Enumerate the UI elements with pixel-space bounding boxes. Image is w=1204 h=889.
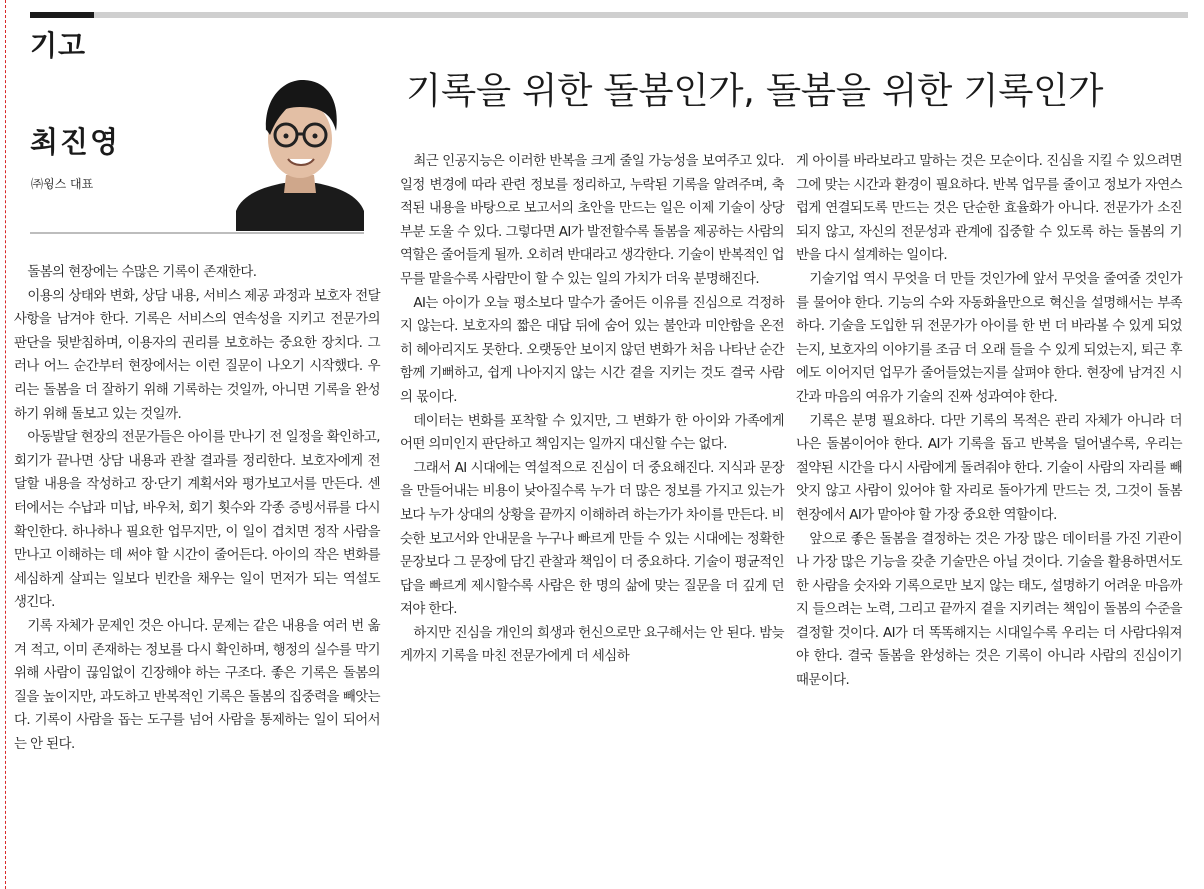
section-label: 기고 [30, 29, 87, 62]
dashed-cut-line [5, 0, 6, 889]
paragraph: 그래서 AI 시대에는 역설적으로 진심이 더 중요해진다. 지식과 문장을 만들어내는 비용이 낮아질수록 누가 더 많은 정보를 가지고 있는가보다 누가 상대의 상황을 끝까지 이해하려 하는가가 차이를 만든다. 비슷한 보고서와 안내문을 누구나 빠르게 만들 수 있는 시대에는 정확한 문장보다 그 문장에 담긴 관찰과 책임이 더 중요하다. 기술이 평균적인 답을 빠르게 제시할수록 사람은 한 명의 삶에 맞는 질문을 더 깊게 던져야 한다. [400, 460, 784, 618]
paragraph: 돌봄의 현장에는 수많은 기록이 존재한다. [27, 265, 257, 280]
paragraph: 데이터는 변화를 포착할 수 있지만, 그 변화가 한 아이와 가족에게 어떤 의미인지 판단하고 책임지는 일까지 대신할 수는 없다. [400, 413, 784, 453]
top-rule [30, 12, 1188, 18]
paragraph: AI는 아이가 오늘 평소보다 말수가 줄어든 이유를 진심으로 걱정하지 않는다. 보호자의 짧은 대답 뒤에 숨어 있는 불안과 미안함을 온전히 헤아리지도 못한다. 오랫동안 보이지 않던 변화가 처음 나타난 순간 함께 기뻐하고, 쉽게 나아지지 않는 시간 곁을 지키는 것도 결국 사람의 몫이다. [400, 295, 784, 405]
section-marker-bar [30, 12, 94, 18]
article-column-2 [400, 150, 784, 669]
author-portrait-illustration [236, 71, 364, 231]
author-photo [236, 71, 364, 231]
article-column-1 [14, 261, 380, 756]
paragraph: 기술기업 역시 무엇을 더 만들 것인가에 앞서 무엇을 줄여줄 것인가를 물어야 한다. 기능의 수와 자동화율만으로 혁신을 설명해서는 부족하다. 기술을 도입한 뒤 전문가가 아이를 한 번 더 바라볼 수 있게 되었는지, 보호자의 이야기를 조금 더 오래 들을 수 있게 되었는지, 퇴근 후에도 이어지던 업무가 줄어들었는지를 살펴야 한다. 현장에 남겨진 시간과 마음의 여유가 기술의 진짜 성과여야 한다. [796, 271, 1182, 405]
paragraph: 최근 인공지능은 이러한 반복을 크게 줄일 가능성을 보여주고 있다. 일정 변경에 따라 관련 정보를 정리하고, 누락된 기록을 알려주며, 축적된 내용을 바탕으로 보고서의 초안을 만드는 일은 이제 기술이 상당 부분 도울 수 있다. 그렇다면 AI가 발전할수록 돌봄을 제공하는 사람의 역할은 줄어들게 될까. 오히려 반대라고 생각한다. 기술이 반복적인 업무를 맡을수록 사람만이 할 수 있는 일의 가치가 더욱 분명해진다. [400, 154, 784, 287]
paragraph: 앞으로 좋은 돌봄을 결정하는 것은 가장 많은 데이터를 가진 기관이나 가장 많은 기능을 갖춘 기술만은 아닐 것이다. 기술을 활용하면서도 한 사람을 숫자와 기록으로만 보지 않는 태도, 설명하기 어려운 마음까지 들으려는 노력, 그리고 끝까지 곁을 지키려는 책임이 돌봄의 수준을 결정할 것이다. AI가 더 똑똑해지는 시대일수록 우리는 더 사람다워져야 한다. 결국 돌봄을 완성하는 것은 기록이 아니라 사람의 진심이기 때문이다. [796, 531, 1182, 689]
paragraph: 게 아이를 바라보라고 말하는 것은 모순이다. 진심을 지킬 수 있으려면 그에 맞는 시간과 환경이 필요하다. 반복 업무를 줄이고 정보가 자연스럽게 연결되도록 만드는 것은 단순한 효율화가 아니다. 전문가가 소진되지 않고, 자신의 전문성과 관계에 집중할 수 있도록 하는 돌봄의 기반을 다시 설계하는 일이다. [796, 154, 1182, 264]
author-box-rule [30, 232, 364, 234]
article-column-3 [796, 150, 1182, 693]
paragraph: 이용의 상태와 변화, 상담 내용, 서비스 제공 과정과 보호자 전달사항을 남겨야 한다. 기록은 서비스의 연속성을 지키고 전문가의 판단을 뒷받침하며, 이용자의 권리를 보호하는 중요한 장치다. 그러나 어느 순간부터 현장에서는 이런 질문이 나오기 시작했다. 우리는 돌봄을 더 잘하기 위해 기록하는 것일까, 아니면 기록을 완성하기 위해 돌보고 있는 것일까. [14, 288, 380, 422]
author-title: ㈜윙스 대표 [31, 177, 94, 191]
author-name: 최진영 [30, 125, 121, 159]
paragraph: 기록 자체가 문제인 것은 아니다. 문제는 같은 내용을 여러 번 옮겨 적고, 이미 존재하는 정보를 다시 확인하며, 행정의 실수를 막기 위해 사람이 끊임없이 긴장해야 하는 구조다. 좋은 기록은 돌봄의 질을 높이지만, 과도하고 반복적인 기록은 돌봄의 집중력을 빼앗는다. 기록이 사람을 돕는 도구를 넘어 사람을 통제하는 일이 되어서는 안 된다. [14, 618, 380, 752]
article-headline: 기록을 위한 돌봄인가, 돌봄을 위한 기록인가 [406, 69, 1104, 112]
paragraph: 아동발달 현장의 전문가들은 아이를 만나기 전 일정을 확인하고, 회기가 끝나면 상담 내용과 관찰 결과를 정리한다. 보호자에게 전달할 내용을 작성하고 장·단기 계획서와 평가보고서를 만든다. 센터에서는 수납과 미납, 바우처, 회기 횟수와 각종 증빙서류를 다시 확인한다. 하나하나 필요한 업무지만, 이 일이 겹치면 정작 사람을 만나고 이해하는 데 써야 할 시간이 줄어든다. 아이의 작은 변화를 세심하게 살피는 일보다 빈칸을 채우는 일이 먼저가 되는 역설도 생긴다. [14, 430, 380, 611]
paragraph: 하지만 진심을 개인의 희생과 헌신으로만 요구해서는 안 된다. 밤늦게까지 기록을 마친 전문가에게 더 세심하 [400, 625, 784, 665]
paragraph: 기록은 분명 필요하다. 다만 기록의 목적은 관리 자체가 아니라 더 나은 돌봄이어야 한다. AI가 기록을 돕고 반복을 덜어낼수록, 우리는 절약된 시간을 다시 사람에게 돌려줘야 한다. 기술이 사람의 자리를 빼앗지 않고 사람이 있어야 할 자리로 돌아가게 만드는 것, 그것이 돌봄 현장에서 AI가 맡아야 할 가장 중요한 역할이다. [796, 413, 1182, 523]
